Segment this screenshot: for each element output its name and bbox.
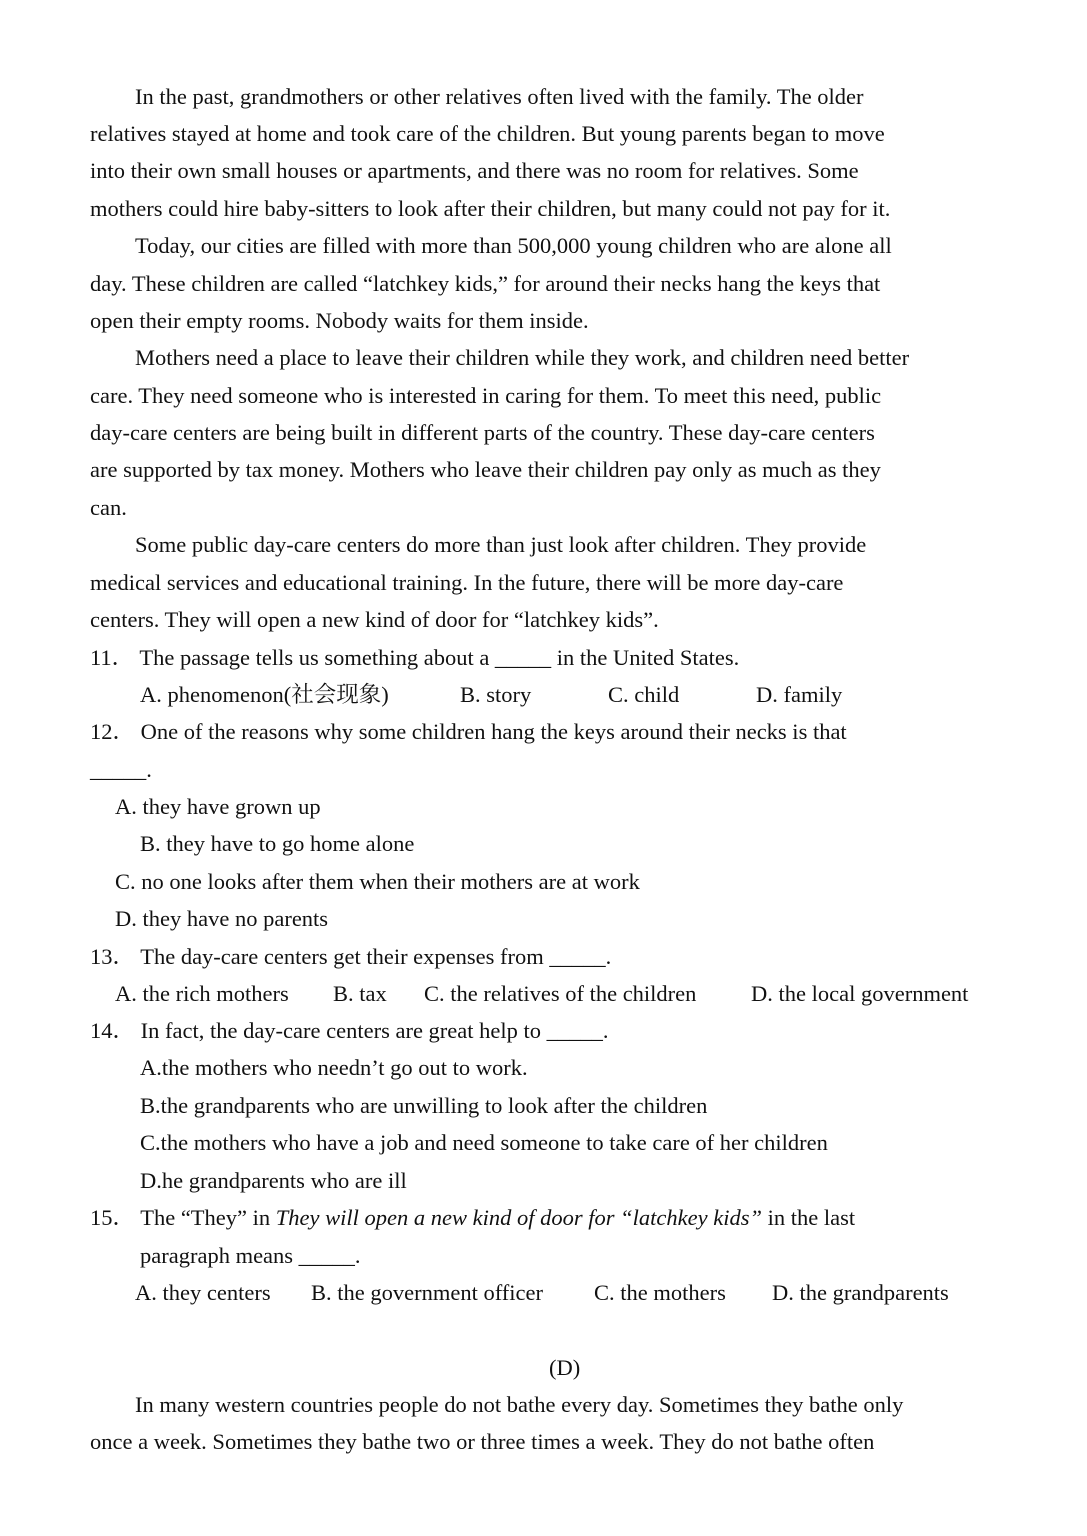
question-stem-continued: paragraph means _____.: [140, 1243, 361, 1268]
question-stem-end: in the last: [761, 1205, 856, 1230]
passage-line: once a week. Sometimes they bathe two or three times a week. They do not bathe often: [90, 1429, 875, 1454]
option-b: B. the government officer: [311, 1280, 544, 1305]
passage-line: can.: [90, 495, 127, 520]
passage-line: centers. They will open a new kind of door for “latchkey kids”.: [90, 607, 659, 632]
option-d: D. they have no parents: [115, 906, 329, 931]
passage-line: In the past, grandmothers or other relatives often lived with the family. The older: [135, 84, 864, 109]
option-c: C. child: [608, 682, 680, 707]
passage-line: In many western countries people do not bathe every day. Sometimes they bathe only: [135, 1392, 904, 1417]
section-heading: (D): [549, 1355, 581, 1380]
passage-line: day-care centers are being built in different parts of the country. These day-care centers: [90, 420, 875, 445]
option-a: A. the rich mothers: [115, 981, 289, 1006]
passage-line: Today, our cities are filled with more than 500,000 young children who are alone all: [135, 233, 892, 258]
passage-line: into their own small houses or apartments, and there was no room for relatives. Some: [90, 158, 859, 183]
option-c: C. the relatives of the children: [424, 981, 697, 1006]
passage-line: open their empty rooms. Nobody waits for them inside.: [90, 308, 589, 333]
passage-line: mothers could hire baby-sitters to look after their children, but many could not pay for it.: [90, 196, 891, 221]
passage-line: day. These children are called “latchkey kids,” for around their necks hang the keys that: [90, 271, 881, 296]
option-d: D. family: [756, 682, 843, 707]
option-a: A. they centers: [135, 1280, 271, 1305]
option-a: A.the mothers who needn’t go out to work.: [140, 1055, 528, 1080]
option-a: A. phenomenon(社会现象): [140, 682, 389, 707]
option-b: B. tax: [333, 981, 387, 1006]
option-a: A. they have grown up: [115, 794, 321, 819]
option-d: D. the local government: [751, 981, 969, 1006]
quoted-sentence: They will open a new kind of door for “latchkey kids”: [275, 1205, 762, 1230]
option-b: B. they have to go home alone: [140, 831, 415, 856]
passage-line: care. They need someone who is interested in caring for them. To meet this need, public: [90, 383, 882, 408]
question-stem: 12． One of the reasons why some children hang the keys around their necks is that: [90, 719, 847, 744]
option-c: C. no one looks after them when their mothers are at work: [115, 869, 640, 894]
question-stem: 14． In fact, the day-care centers are great help to _____.: [90, 1018, 609, 1043]
question-stem-start: 15． The “They” in: [90, 1205, 276, 1230]
option-c: C. the mothers: [594, 1280, 726, 1305]
passage-line: medical services and educational training. In the future, there will be more day-care: [90, 570, 844, 595]
option-d: D. the grandparents: [772, 1280, 949, 1305]
passage-line: relatives stayed at home and took care of the children. But young parents began to move: [90, 121, 885, 146]
option-b: B. story: [460, 682, 532, 707]
question-stem: 11． The passage tells us something about a _____ in the United States.: [90, 645, 740, 670]
passage-line: Some public day-care centers do more than just look after children. They provide: [135, 532, 867, 557]
option-c: C.the mothers who have a job and need someone to take care of her children: [140, 1130, 828, 1155]
question-stem: [90, 1204, 855, 1232]
option-b: B.the grandparents who are unwilling to look after the children: [140, 1093, 708, 1118]
option-d: D.he grandparents who are ill: [140, 1168, 407, 1193]
passage-line: are supported by tax money. Mothers who leave their children pay only as much as they: [90, 457, 881, 482]
question-stem: 13． The day-care centers get their expenses from _____.: [90, 944, 612, 969]
question-stem-continued: _____.: [90, 757, 152, 782]
passage-line: Mothers need a place to leave their children while they work, and children need better: [135, 345, 910, 370]
